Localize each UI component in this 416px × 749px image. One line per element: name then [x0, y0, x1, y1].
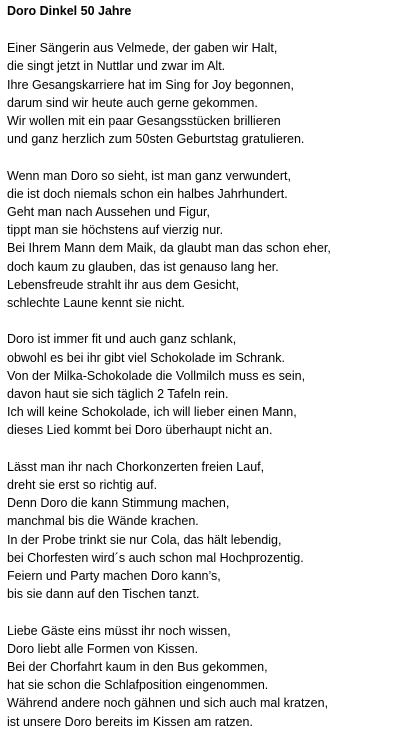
- document-page: [7, 0, 412, 749]
- verse-line: In der Probe trinkt sie nur Cola, das hält lebendig,: [7, 532, 282, 547]
- verse-line: Geht man nach Aussehen und Figur,: [7, 205, 210, 220]
- verse-line: dieses Lied kommt bei Doro überhaupt nicht an.: [7, 423, 273, 438]
- verse-line: Feiern und Party machen Doro kann’s,: [7, 569, 221, 584]
- verse-line: darum sind wir heute auch gerne gekommen.: [7, 95, 258, 110]
- verse-line: die singt jetzt in Nuttlar und zwar im Alt.: [7, 59, 226, 74]
- verse-line: die ist doch niemals schon ein halbes Jahrhundert.: [7, 186, 288, 201]
- verse-line: bei Chorfesten wird´s auch schon mal Hochprozentig.: [7, 550, 304, 565]
- verse-line: Während andere noch gähnen und sich auch mal kratzen,: [7, 696, 329, 711]
- stanza-3: [7, 330, 412, 439]
- verse-line: obwohl es bei ihr gibt viel Schokolade im Schrank.: [7, 350, 285, 365]
- verse-line: hat sie schon die Schlafposition eingenommen.: [7, 678, 269, 693]
- verse-line: doch kaum zu glauben, das ist genauso lang her.: [7, 259, 279, 274]
- verse-line: Bei Ihrem Mann dem Maik, da glaubt man das schon eher,: [7, 241, 331, 256]
- verse-line: Lebensfreude strahlt ihr aus dem Gesicht,: [7, 277, 240, 292]
- verse-line: Von der Milka-Schokolade die Vollmilch muss es sein,: [7, 368, 306, 383]
- verse-line: und ganz herzlich zum 50sten Geburtstag gratulieren.: [7, 132, 305, 147]
- verse-line: Wenn man Doro so sieht, ist man ganz verwundert,: [7, 168, 291, 183]
- document-title: Doro Dinkel 50 Jahre: [7, 4, 132, 18]
- verse-line: schlechte Laune kennt sie nicht.: [7, 296, 185, 311]
- verse-line: Liebe Gäste eins müsst ihr noch wissen,: [7, 623, 231, 638]
- verse-line: bis sie dann auf den Tischen tanzt.: [7, 587, 200, 602]
- verse-line: dreht sie erst so richtig auf.: [7, 478, 158, 493]
- verse-line: Einer Sängerin aus Velmede, der gaben wir Halt,: [7, 41, 278, 56]
- verse-line: Bei der Chorfahrt kaum in den Bus gekommen,: [7, 660, 268, 675]
- verse-line: Ihre Gesangskarriere hat im Sing for Joy begonnen,: [7, 77, 294, 92]
- stanza-1: [7, 39, 412, 148]
- stanza-5: [7, 622, 412, 731]
- stanza-2: [7, 167, 412, 313]
- verse-line: davon haut sie sich täglich 2 Tafeln rein.: [7, 387, 229, 402]
- verse-line: ist unsere Doro bereits im Kissen am ratzen.: [7, 714, 253, 729]
- verse-line: Wir wollen mit ein paar Gesangsstücken brillieren: [7, 114, 281, 129]
- verse-line: Doro liebt alle Formen von Kissen.: [7, 641, 199, 656]
- verse-line: tippt man sie höchstens auf vierzig nur.: [7, 223, 224, 238]
- verse-line: manchmal bis die Wände krachen.: [7, 514, 199, 529]
- verse-line: Lässt man ihr nach Chorkonzerten freien Lauf,: [7, 459, 265, 474]
- verse-line: Doro ist immer fit und auch ganz schlank,: [7, 332, 237, 347]
- stanza-4: [7, 458, 412, 604]
- verse-line: Ich will keine Schokolade, ich will lieber einen Mann,: [7, 405, 297, 420]
- verse-line: Denn Doro die kann Stimmung machen,: [7, 496, 230, 511]
